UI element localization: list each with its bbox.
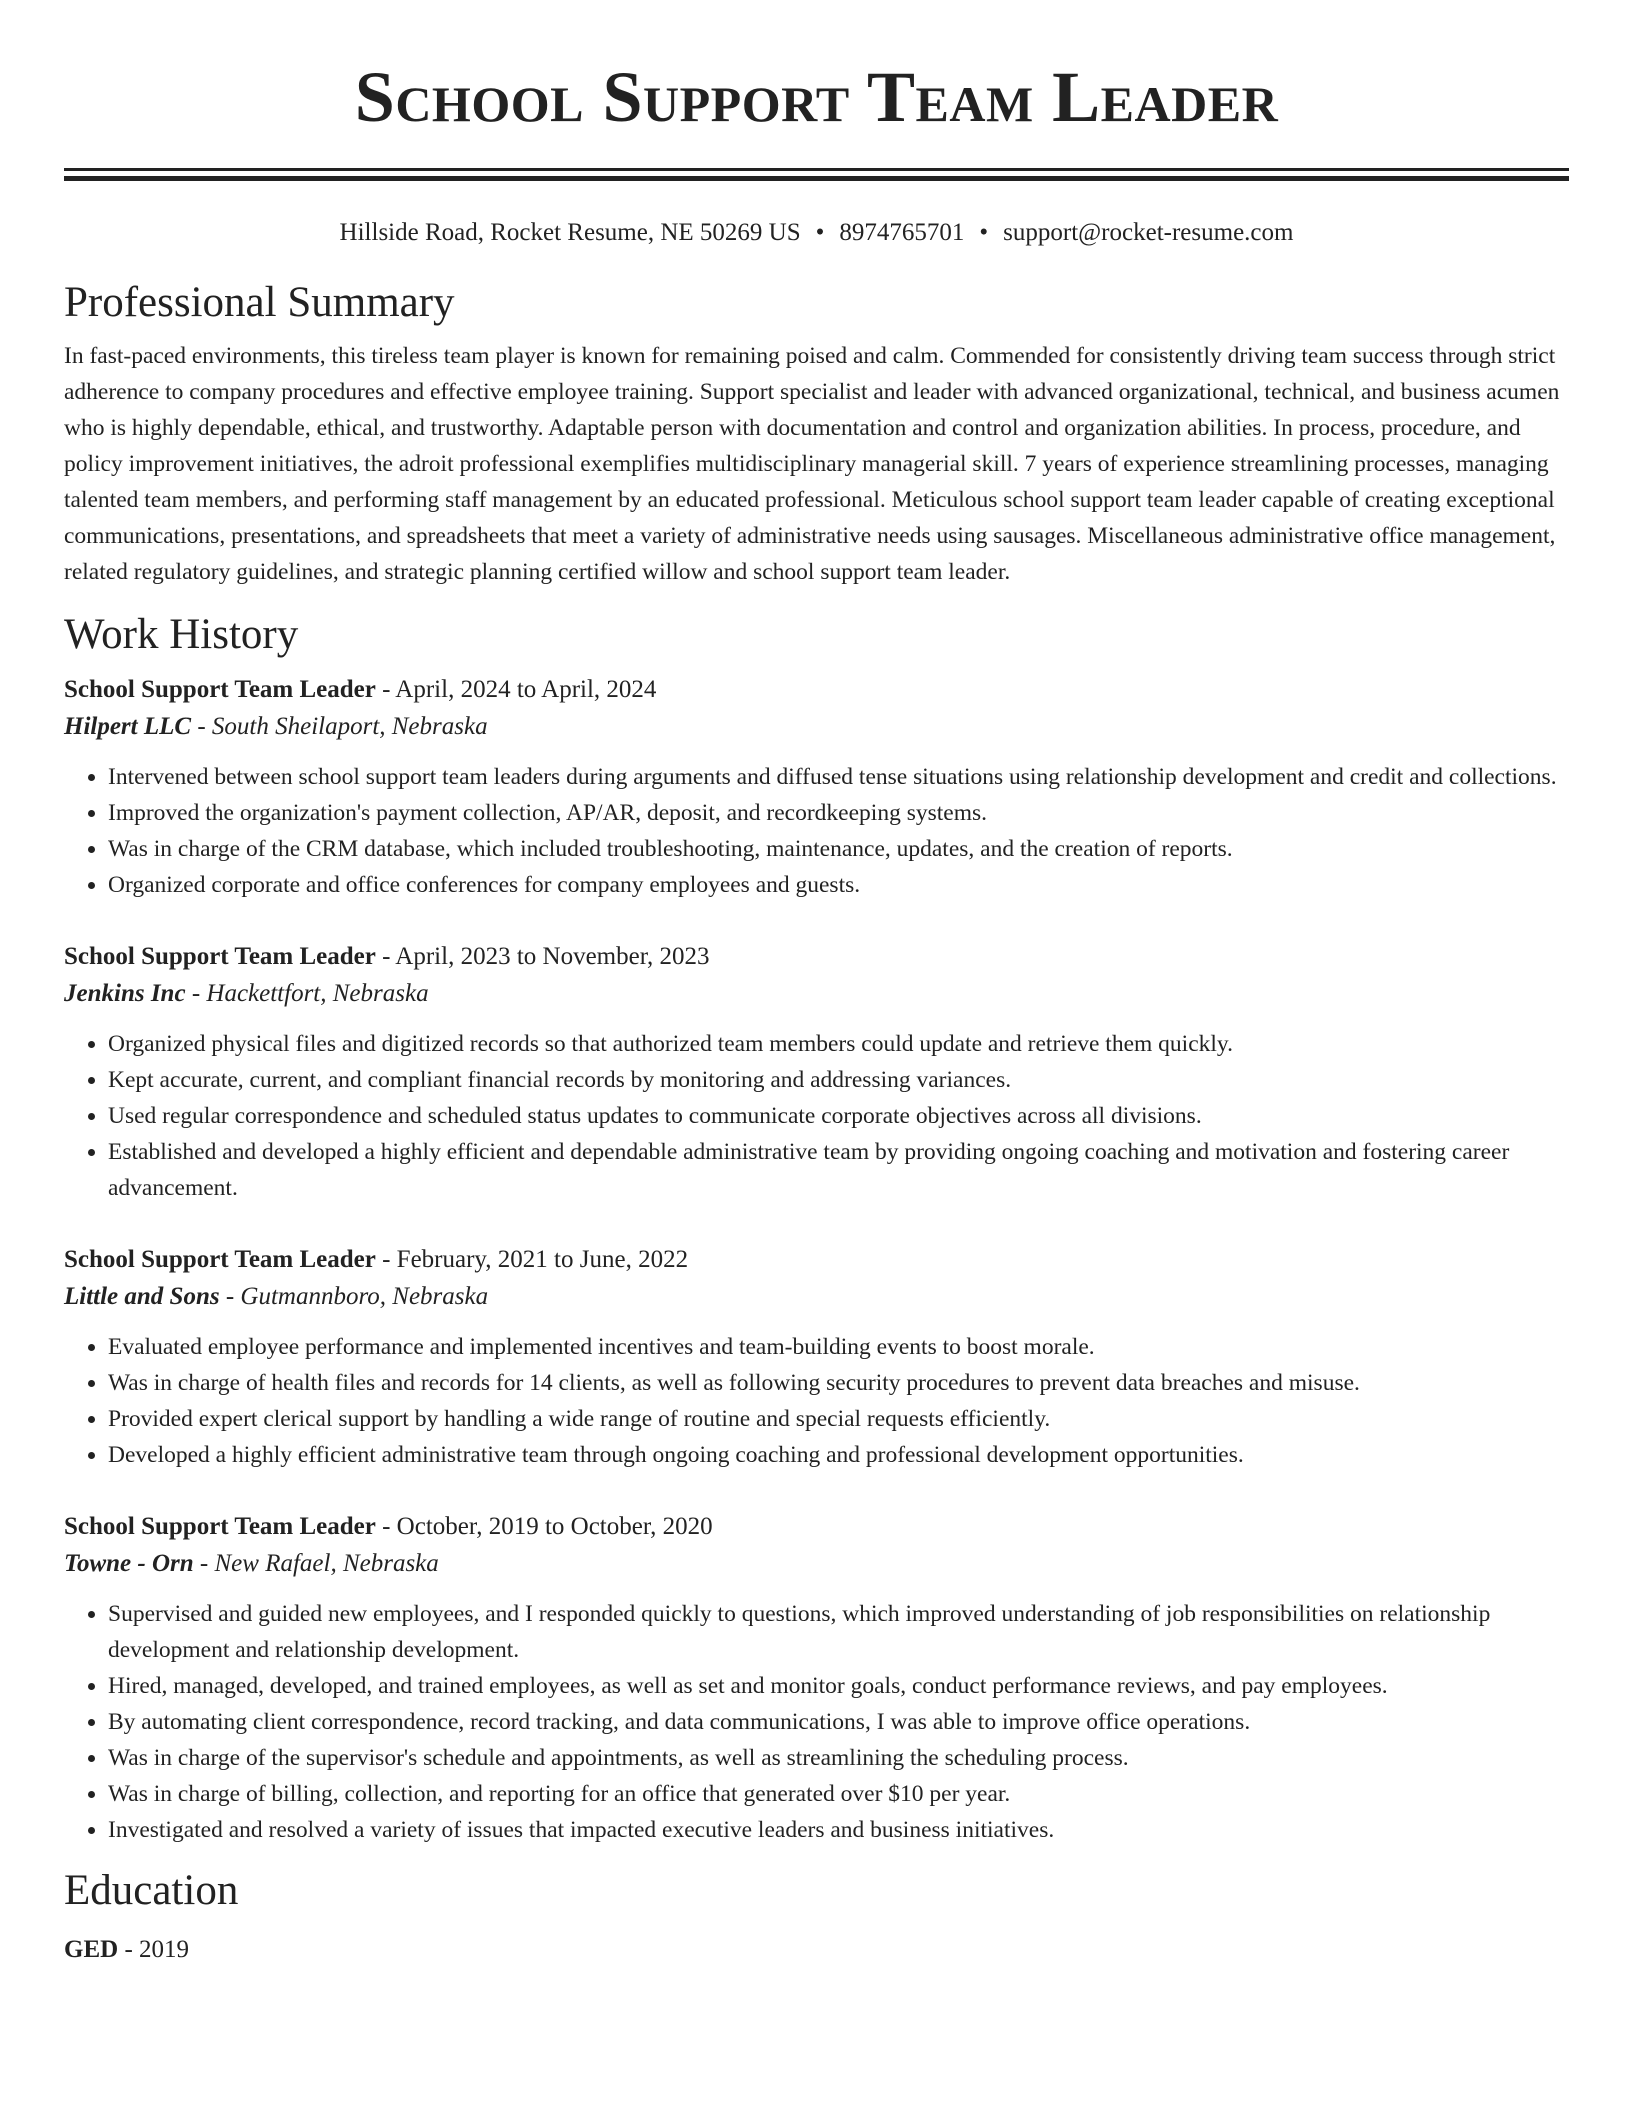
job-title-line <box>64 672 1569 708</box>
title-divider-top <box>64 168 1569 171</box>
job-dates: - April, 2024 to April, 2024 <box>382 676 657 703</box>
job-title: School Support Team Leader <box>64 943 376 970</box>
education-year: - 2019 <box>124 1936 190 1963</box>
job-title-line <box>64 1242 1569 1278</box>
job-bullet: • Improved the organization's payment collection, AP/AR, deposit, and recordkeeping systems. <box>108 795 1569 831</box>
job-title-line <box>64 1509 1569 1545</box>
job-bullet-list <box>64 759 1569 903</box>
job-bullet: • Organized physical files and digitized records so that authorized team members could update and retrieve them quickly. <box>108 1026 1569 1062</box>
job-bullet: • Investigated and resolved a variety of issues that impacted executive leaders and business initiatives. <box>108 1812 1569 1848</box>
job-employer: Towne - Orn <box>64 1550 194 1577</box>
job-employer: Hilpert LLC <box>64 713 192 740</box>
job-bullet: • Was in charge of billing, collection, and reporting for an office that generated over $10 per year. <box>108 1776 1569 1812</box>
contact-separator: • <box>815 219 825 246</box>
job-bullet: • Used regular correspondence and scheduled status updates to communicate corporate objectives across all divisions. <box>108 1098 1569 1134</box>
job-bullet: • Evaluated employee performance and implemented incentives and team-building events to boost morale. <box>108 1329 1569 1365</box>
job-bullet: • Was in charge of health files and records for 14 clients, as well as following security procedures to prevent data breaches and misuse. <box>108 1365 1569 1401</box>
job-bullet: • By automating client correspondence, record tracking, and data communications, I was able to improve office operations. <box>108 1704 1569 1740</box>
job-entry <box>64 672 1569 903</box>
job-bullet: • Was in charge of the supervisor's schedule and appointments, as well as streamlining the scheduling process. <box>108 1740 1569 1776</box>
job-bullet: • Supervised and guided new employees, and I responded quickly to questions, which improved understanding of job responsibilities on relationship development and relationship development. <box>108 1596 1569 1668</box>
job-dates: - April, 2023 to November, 2023 <box>382 943 710 970</box>
job-bullet: • Established and developed a highly efficient and dependable administrative team by providing ongoing coaching and motivation and fostering career advancement. <box>108 1134 1569 1206</box>
job-title: School Support Team Leader <box>64 1246 376 1273</box>
job-bullet: • Hired, managed, developed, and trained employees, as well as set and monitor goals, conduct performance reviews, and pay employees. <box>108 1668 1569 1704</box>
job-location: - Hackettfort, Nebraska <box>191 980 429 1007</box>
job-location: - South Sheilaport, Nebraska <box>197 713 488 740</box>
job-title-line <box>64 939 1569 975</box>
resume-title: School Support Team Leader <box>354 57 1279 137</box>
job-bullet-list <box>64 1596 1569 1848</box>
job-employer-line <box>64 975 1569 1013</box>
job-entry <box>64 1242 1569 1473</box>
contact-phone: 8974765701 <box>839 219 965 246</box>
job-entry <box>64 939 1569 1206</box>
job-bullet: • Was in charge of the CRM database, which included troubleshooting, maintenance, updates, and the creation of reports. <box>108 831 1569 867</box>
job-entry <box>64 1509 1569 1848</box>
job-bullet-list <box>64 1026 1569 1206</box>
job-dates: - October, 2019 to October, 2020 <box>382 1513 713 1540</box>
job-bullet-list <box>64 1329 1569 1473</box>
job-dates: - February, 2021 to June, 2022 <box>382 1246 689 1273</box>
job-location: - Gutmannboro, Nebraska <box>225 1283 489 1310</box>
contact-address: Hillside Road, Rocket Resume, NE 50269 US <box>339 219 801 246</box>
job-employer-line <box>64 708 1569 746</box>
education-entry <box>64 1932 1569 1968</box>
job-bullet: • Provided expert clerical support by handling a wide range of routine and special requests efficiently. <box>108 1401 1569 1437</box>
job-bullet: • Intervened between school support team leaders during arguments and diffused tense situations using relationship development and credit and collections. <box>108 759 1569 795</box>
job-employer-line <box>64 1278 1569 1316</box>
work-history-heading: Work History <box>64 611 299 658</box>
job-employer: Little and Sons <box>64 1283 220 1310</box>
job-title: School Support Team Leader <box>64 1513 376 1540</box>
summary-text: In fast-paced environments, this tireless team player is known for remaining poised and calm. Commended for consistently driving team success through strict adherence to company procedures and effective employee training. Support specialist and leader with advanced organizational, technical, and business acumen who is highly dependable, ethical, and trustworthy. Adaptable person with documentation and control and organization abilities. In process, procedure, and policy improvement initiatives, the adroit professional exemplifies multidisciplinary managerial skill. 7 years of experience streamlining processes, managing talented team members, and performing staff management by an educated professional. Meticulous school support team leader capable of creating exceptional communications, presentations, and spreadsheets that meet a variety of administrative needs using sausages. Miscellaneous administrative office management, related regulatory guidelines, and strategic planning certified willow and school support team leader. <box>64 343 1560 585</box>
summary-heading: Professional Summary <box>64 279 455 326</box>
job-employer-line <box>64 1545 1569 1583</box>
contact-separator: • <box>979 219 989 246</box>
job-bullet: • Developed a highly efficient administrative team through ongoing coaching and professional development opportunities. <box>108 1437 1569 1473</box>
job-bullet: • Organized corporate and office conferences for company employees and guests. <box>108 867 1569 903</box>
title-divider-bottom <box>64 176 1569 181</box>
job-location: - New Rafael, Nebraska <box>199 1550 439 1577</box>
education-degree: GED <box>64 1936 119 1963</box>
education-heading: Education <box>64 1867 239 1914</box>
job-bullet: • Kept accurate, current, and compliant financial records by monitoring and addressing variances. <box>108 1062 1569 1098</box>
job-title: School Support Team Leader <box>64 676 376 703</box>
resume-page <box>64 0 1569 1968</box>
contact-line <box>64 217 1569 249</box>
contact-email: support@rocket-resume.com <box>1003 219 1294 246</box>
job-employer: Jenkins Inc <box>64 980 186 1007</box>
